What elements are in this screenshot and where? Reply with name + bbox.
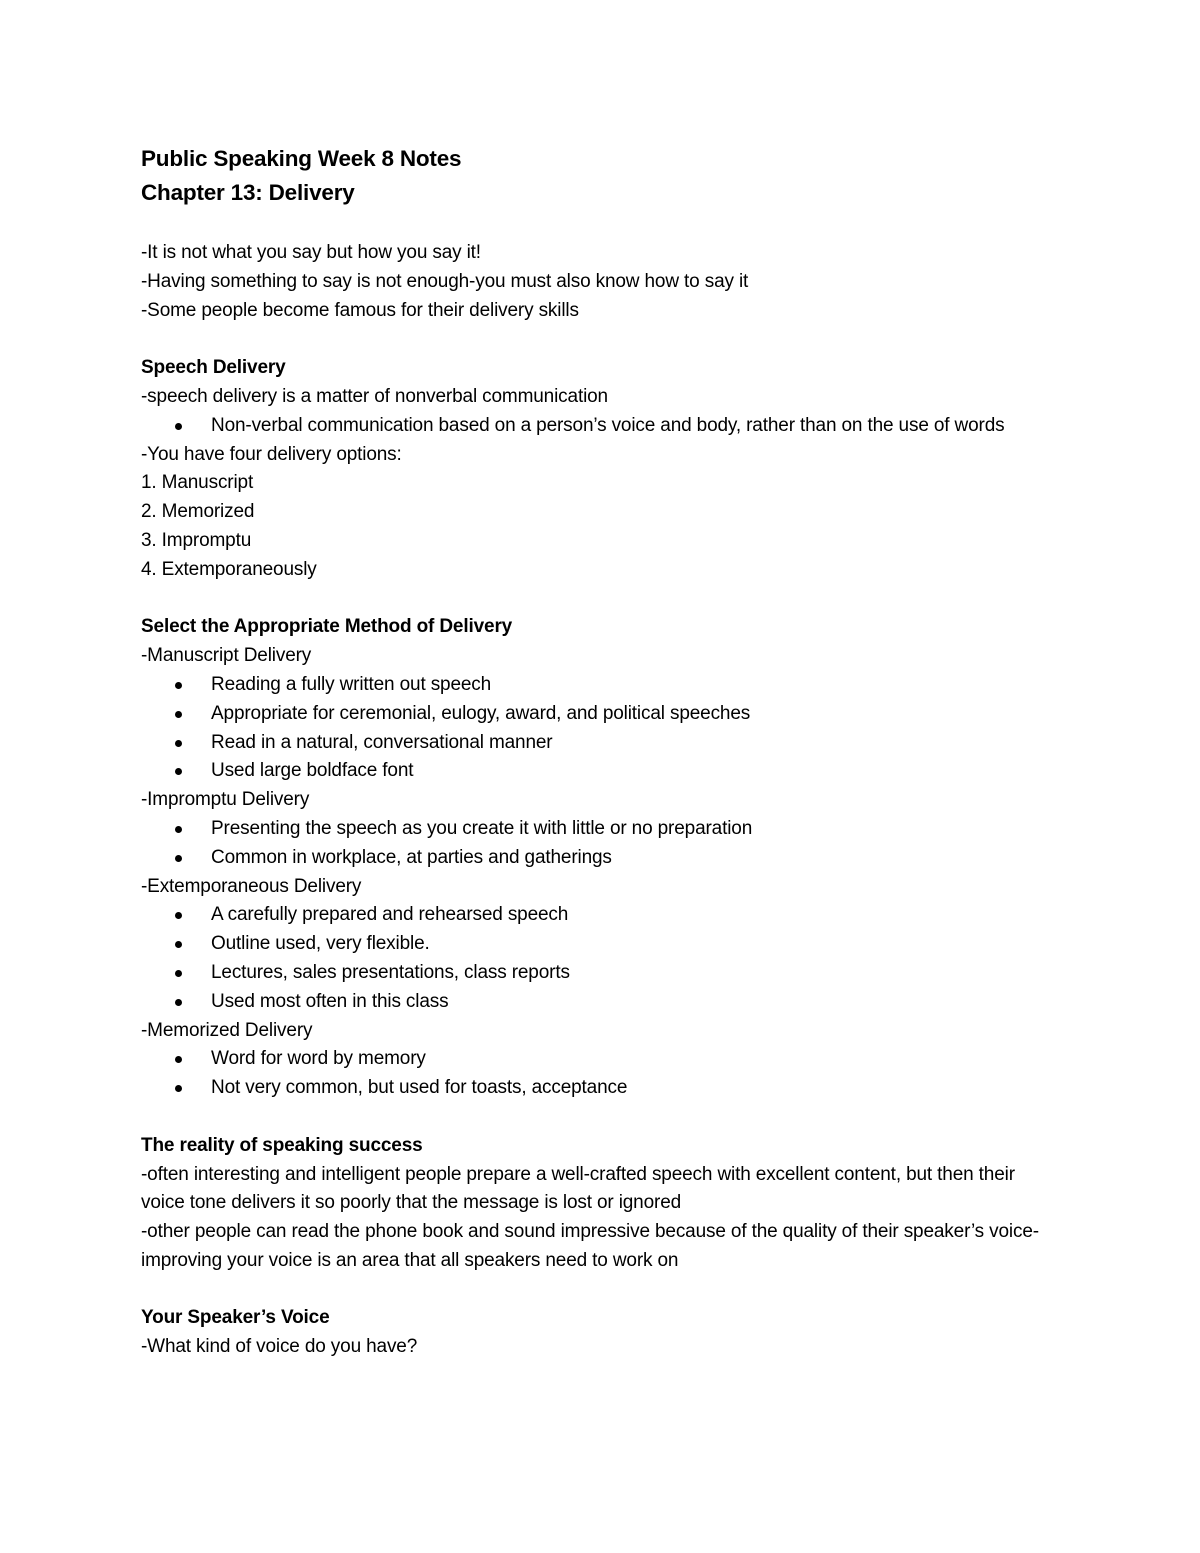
bullet-icon (175, 768, 182, 775)
list-item-text: Reading a fully written out speech (211, 673, 492, 695)
document-page (141, 142, 1061, 1362)
memorized-bullets (141, 1045, 1061, 1103)
bullet-icon (175, 826, 182, 833)
list-item (141, 930, 1061, 959)
list-item (141, 815, 1061, 844)
bullet-icon (175, 423, 182, 430)
section-heading-select-method: Select the Appropriate Method of Delivery (141, 616, 513, 638)
list-item (141, 700, 1061, 729)
method-label-impromptu: -Impromptu Delivery (141, 789, 310, 811)
section-heading-speech-delivery: Speech Delivery (141, 357, 286, 379)
list-item-text: Common in workplace, at parties and gatherings (211, 846, 612, 868)
list-item-text: Used most often in this class (211, 990, 449, 1012)
speech-delivery-line: -speech delivery is a matter of nonverbal communication (141, 385, 608, 407)
bullet-icon (175, 941, 182, 948)
delivery-options-intro: -You have four delivery options: (141, 443, 402, 465)
manuscript-bullets (141, 671, 1061, 786)
bullet-icon (175, 711, 182, 718)
document-title: Public Speaking Week 8 Notes (141, 146, 462, 171)
impromptu-bullets (141, 815, 1061, 873)
section-heading-reality: The reality of speaking success (141, 1134, 423, 1156)
bullet-icon (175, 682, 182, 689)
bullet-icon (175, 1085, 182, 1092)
list-item (141, 757, 1061, 786)
list-item (141, 1045, 1061, 1074)
list-item-text: Appropriate for ceremonial, eulogy, award, and political speeches (211, 702, 751, 724)
list-item (141, 959, 1061, 988)
speech-delivery-bullets (141, 412, 1061, 441)
bullet-icon (175, 1056, 182, 1063)
list-item (141, 1074, 1061, 1103)
reality-paragraph: -often interesting and intelligent people prepare a well-crafted speech with excellent content, but then their voice tone delivers it so poorly that the message is lost or ignored (141, 1163, 1015, 1214)
list-item (141, 671, 1061, 700)
list-item-text: Used large boldface font (211, 760, 414, 782)
list-item-text: Presenting the speech as you create it with little or no preparation (211, 817, 753, 839)
bullet-icon (175, 999, 182, 1006)
intro-line: -Having something to say is not enough-you must also know how to say it (141, 270, 749, 292)
extemporaneous-bullets (141, 901, 1061, 1016)
intro-line: -Some people become famous for their delivery skills (141, 299, 579, 321)
bullet-icon (175, 912, 182, 919)
bullet-icon (175, 855, 182, 862)
list-item-text: Word for word by memory (211, 1048, 426, 1070)
delivery-option: 1. Manuscript (141, 472, 254, 494)
list-item-text: Read in a natural, conversational manner (211, 731, 553, 753)
list-item-text: Outline used, very flexible. (211, 933, 430, 955)
list-item (141, 901, 1061, 930)
intro-line: -It is not what you say but how you say it! (141, 242, 481, 263)
method-label-manuscript: -Manuscript Delivery (141, 645, 312, 667)
delivery-option: 4. Extemporaneously (141, 558, 317, 580)
delivery-option: 2. Memorized (141, 501, 255, 523)
method-label-memorized: -Memorized Delivery (141, 1019, 313, 1041)
chapter-title: Chapter 13: Delivery (141, 180, 355, 205)
list-item (141, 729, 1061, 758)
list-item-text: Non-verbal communication based on a person’s voice and body, rather than on the use of words (211, 414, 1005, 436)
section-heading-speakers-voice: Your Speaker’s Voice (141, 1307, 330, 1329)
bullet-icon (175, 970, 182, 977)
delivery-option: 3. Impromptu (141, 529, 252, 551)
list-item-text: Not very common, but used for toasts, acceptance (211, 1077, 628, 1099)
list-item (141, 412, 1051, 441)
list-item (141, 988, 1061, 1017)
list-item-text: Lectures, sales presentations, class reports (211, 961, 570, 983)
bullet-icon (175, 740, 182, 747)
list-item-text: A carefully prepared and rehearsed speech (211, 904, 569, 926)
method-label-extemporaneous: -Extemporaneous Delivery (141, 875, 362, 897)
voice-line: -What kind of voice do you have? (141, 1336, 418, 1358)
reality-paragraph: -other people can read the phone book and sound impressive because of the quality of their speaker’s voice-improving your voice is an area that all speakers need to work on (141, 1221, 1039, 1271)
list-item (141, 844, 1061, 873)
